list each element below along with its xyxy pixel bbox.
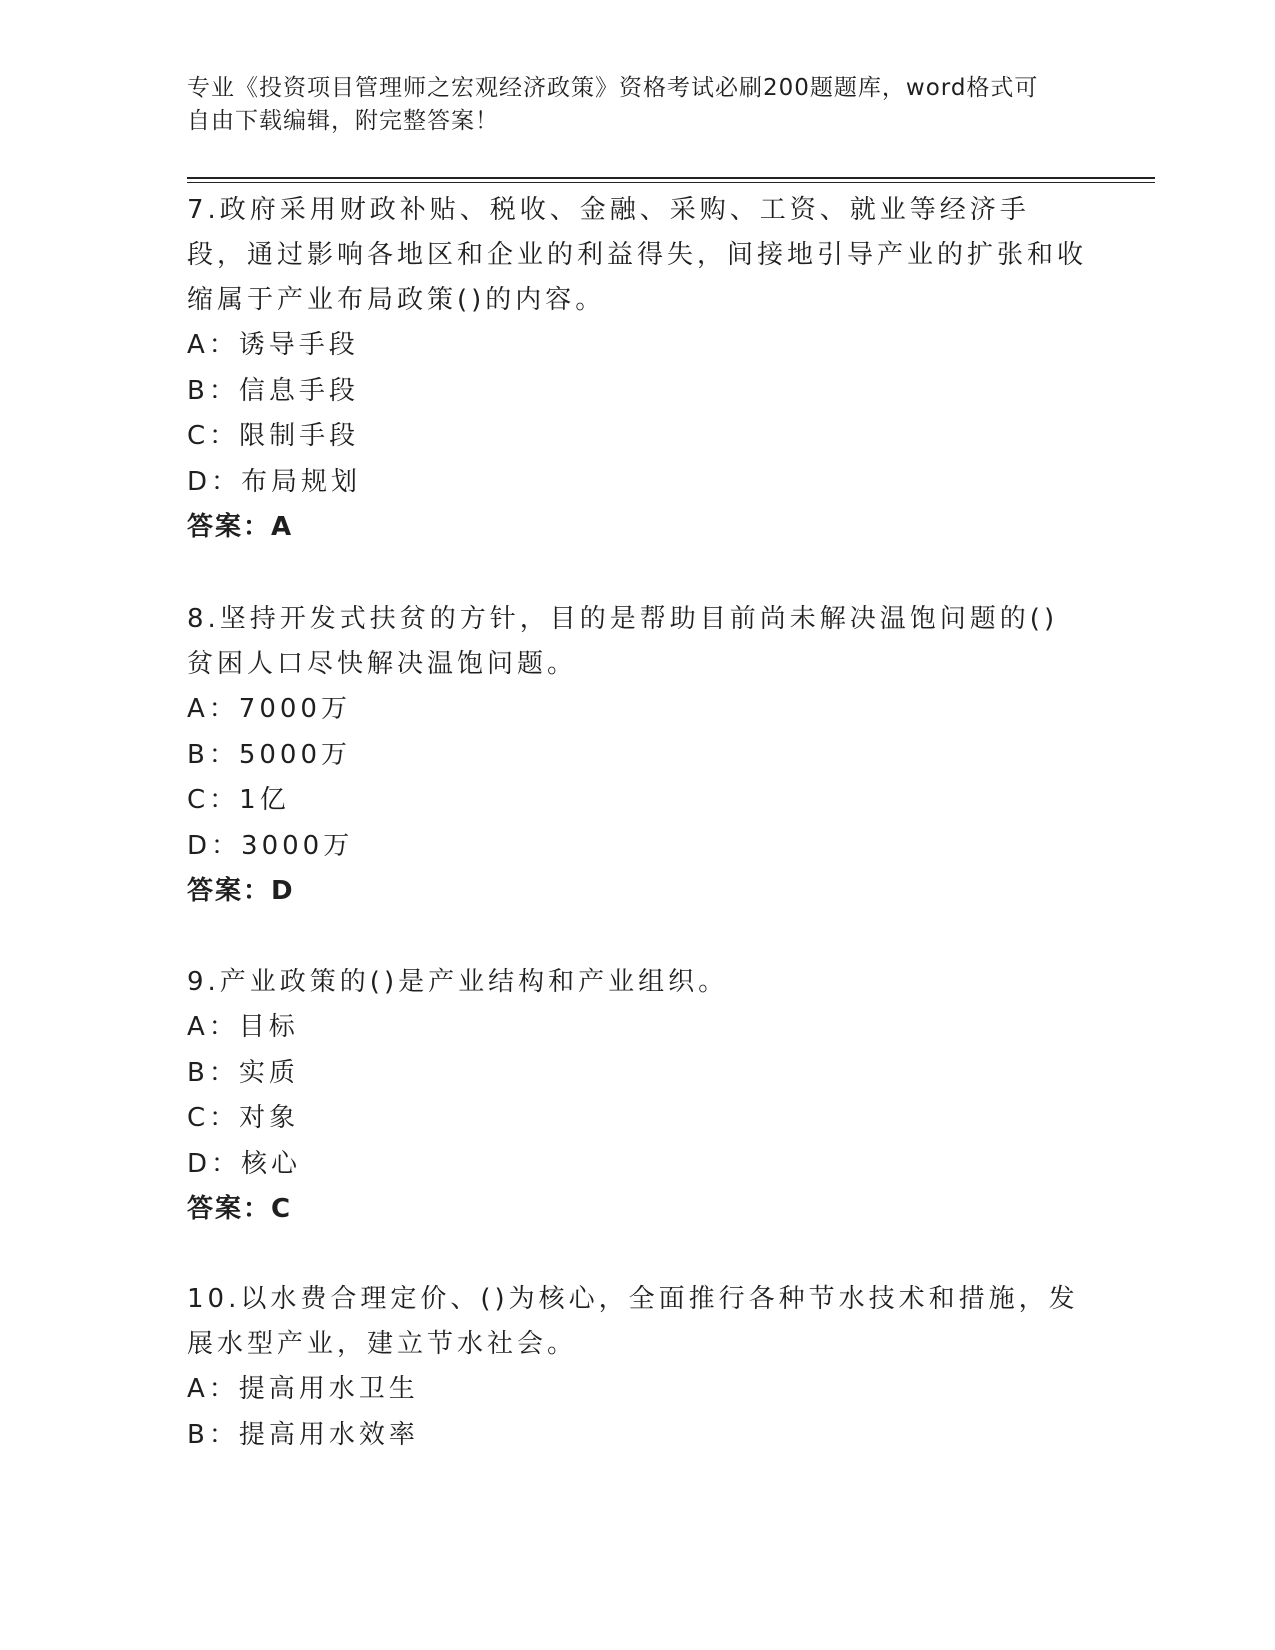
header-line-1: 专业《投资项目管理师之宏观经济政策》资格考试必刷200题题库，word格式可 [187,75,1039,101]
option-a: A：诱导手段 [187,330,359,360]
header-divider-thin [187,182,1155,183]
question-10 [187,1277,1087,1458]
header-line-2: 自由下载编辑，附完整答案！ [187,108,499,134]
question-stem: 7.政府采用财政补贴、税收、金融、采购、工资、就业等经济手段，通过影响各地区和企业的利益得失，间接地引导产业的扩张和收缩属于产业布局政策()的内容。 [187,195,1088,315]
answer: 答案：A [187,512,294,542]
question-8 [187,597,1087,914]
option-c: C：1亿 [187,785,290,815]
option-b: B：5000万 [187,739,352,770]
option-c: C：对象 [187,1103,300,1133]
question-stem: 8.坚持开发式扶贫的方针，目的是帮助目前尚未解决温饱问题的()贫困人口尽快解决温饱问题。 [187,604,1059,679]
option-b: B：信息手段 [187,375,359,406]
option-c: C：限制手段 [187,421,360,451]
question-stem: 9.产业政策的()是产业结构和产业组织。 [187,967,729,997]
option-a: A：提高用水卫生 [187,1374,419,1404]
option-d: D：3000万 [187,830,354,861]
question-7 [187,188,1087,550]
answer: 答案：D [187,876,295,906]
question-stem: 10.以水费合理定价、()为核心，全面推行各种节水技术和措施，发展水型产业，建立节水社会。 [187,1284,1079,1359]
option-a: A：7000万 [187,694,351,724]
question-9 [187,960,1087,1232]
option-d: D：布局规划 [187,466,362,497]
answer: 答案：C [187,1194,293,1224]
option-b: B：提高用水效率 [187,1419,419,1450]
option-b: B：实质 [187,1057,299,1088]
option-d: D：核心 [187,1148,302,1179]
document-header [187,72,1067,138]
header-divider [187,177,1155,179]
option-a: A：目标 [187,1012,299,1042]
